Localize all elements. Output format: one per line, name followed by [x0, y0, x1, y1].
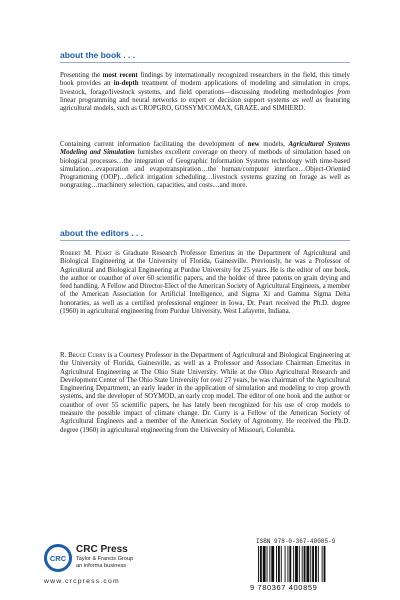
barcode-bar: [324, 546, 326, 582]
editor-1-bio: [60, 250, 350, 316]
editor-2-text: is a Courtesy Professor in the Department of Agricultural and Biological Engineering at the University of Florida, Gainesville, as well as a Professor and Associate Chairman Emeritus in Agricultural Engineering at The Ohio State University. While at the Ohio Agricultural Research and Development Center of The Ohio State University for over 27 years, he was chairman of the Agricultural Engineering Department, an early leader in the application of simulation and modeling to crop growth systems, and the developer of SOYMOD, an early crop model. The editor of one book and the author or coauthor of over 55 scientific papers, he has lately been recognized for his use of crop models to measure the possible impact of climate change. Dr. Curry is a Fellow of the American Society of Agricultural Engineers and a member of the American Society of Agronomy. He received the Ph.D. degree (1960) in agricultural engineering from the University of Missouri, Columbia.: [60, 352, 350, 434]
barcode-bar: [293, 546, 294, 582]
emphasis: in-depth: [113, 80, 139, 88]
about-book-rule: [60, 62, 350, 63]
about-book-heading: about the book . . .: [60, 50, 136, 60]
barcode-bar: [289, 546, 291, 582]
editor-1-name: Robert M. Peart: [60, 250, 112, 257]
text: furnishes excellent coverage on theory of methods of simulation based on biological processes…the integration of Geographic Information Systems technology with time-based simulation…evaporation and evapotranspiration…the human/computer interface…Object-Oriented Programming (OOP)…deficit irrigation scheduling…livestock systems grazing on forage as well as nongrazing…machinery selection, capacities, and costs…and more.: [60, 149, 350, 190]
barcode-bar: [312, 546, 314, 582]
barcode-bar: [260, 546, 262, 582]
text: Containing current information facilitating the development of: [60, 141, 248, 148]
italic: to: [180, 96, 186, 104]
barcode-bar: [281, 546, 282, 582]
barcode-bar: [310, 546, 311, 582]
editor-2-bio: [60, 352, 350, 435]
barcode-bar: [299, 546, 300, 582]
barcode-bar: [276, 546, 277, 582]
barcode-bar: [306, 546, 309, 582]
publisher-url: www.crcpress.com: [44, 578, 120, 585]
barcode-bar: [258, 546, 259, 582]
text: treatment of modern applications of modeling and simulation in crops, livestock, forage/livestock systems, and field operations—discussing modeling methodologies: [60, 80, 350, 96]
editor-1-text: is Graduate Research Professor Emeritus in the Department of Agricultural and Biological Engineering at the University of Florida, Gainesville. Previously, he was a Professor of Agricultural and Biological Engineering at Purdue University for 25 years. He is the editor of one book, the author or coauthor of over 60 scientific papers, and the holder of three patents on grain drying and feed handling. A Fellow and Director-Elect of the American Society of Agricultural Engineers, a member of the American Association for Artificial Intelligence, and Sigma Xi and Gamma Sigma Delta honoraries, as well as a certified professional engineer in Iowa, Dr. Peart received the Ph.D. degree (1960) in agricultural engineering from Purdue University, West Lafayette, Indiana.: [60, 250, 350, 316]
italic: from: [337, 88, 350, 96]
barcode-bar: [315, 546, 317, 582]
italic: as well as: [292, 96, 323, 104]
text: findings by internationally recognized researchers in the field, this timely book provides an: [60, 72, 350, 88]
barcode-bar: [278, 546, 280, 582]
barcode-bar: [285, 546, 286, 582]
text: models,: [259, 141, 289, 148]
barcode-bar: [263, 546, 266, 582]
barcode-bar: [304, 546, 306, 582]
barcode-bar: [302, 546, 303, 582]
barcode-number: 9 780367 400859: [250, 583, 318, 592]
publisher-line-2: an informa business: [76, 562, 127, 569]
emphasis: new: [247, 141, 260, 148]
text: featuring agricultural models, such as CROPGRO, GOSSYM/COMAX, GRAZE, and SIMHERD.: [60, 96, 350, 113]
isbn-label: ISBN 978-0-367-40085-9: [256, 538, 336, 545]
barcode-bar: [318, 546, 319, 582]
editor-2-name: R. Bruce Curry: [60, 352, 106, 359]
barcode-bar: [287, 546, 288, 582]
text: expert or decision support systems: [185, 96, 293, 104]
barcode-bar: [295, 546, 298, 582]
about-editors-rule: [60, 240, 350, 241]
barcode-bar: [267, 546, 268, 582]
about-book-para-1: [60, 72, 350, 113]
about-book-para-2: [60, 141, 350, 191]
publisher-name: CRC Press: [76, 544, 128, 555]
text: linear programming and neural networks: [60, 96, 181, 104]
publisher-line-1: Taylor & Francis Group: [76, 556, 134, 562]
text: Presenting the: [60, 72, 103, 79]
barcode-bar: [322, 546, 323, 582]
barcode-bar: [269, 546, 270, 582]
barcode-bar: [271, 546, 274, 582]
emphasis: most recent: [102, 72, 138, 79]
logo-text: CRC: [49, 553, 67, 563]
about-editors-heading: about the editors . . .: [60, 228, 144, 238]
barcode-icon: [258, 546, 350, 582]
crc-logo-icon: [44, 544, 72, 572]
publisher-group: [76, 556, 133, 569]
book-title: Agricultural Systems Modeling and Simulation: [60, 141, 351, 157]
